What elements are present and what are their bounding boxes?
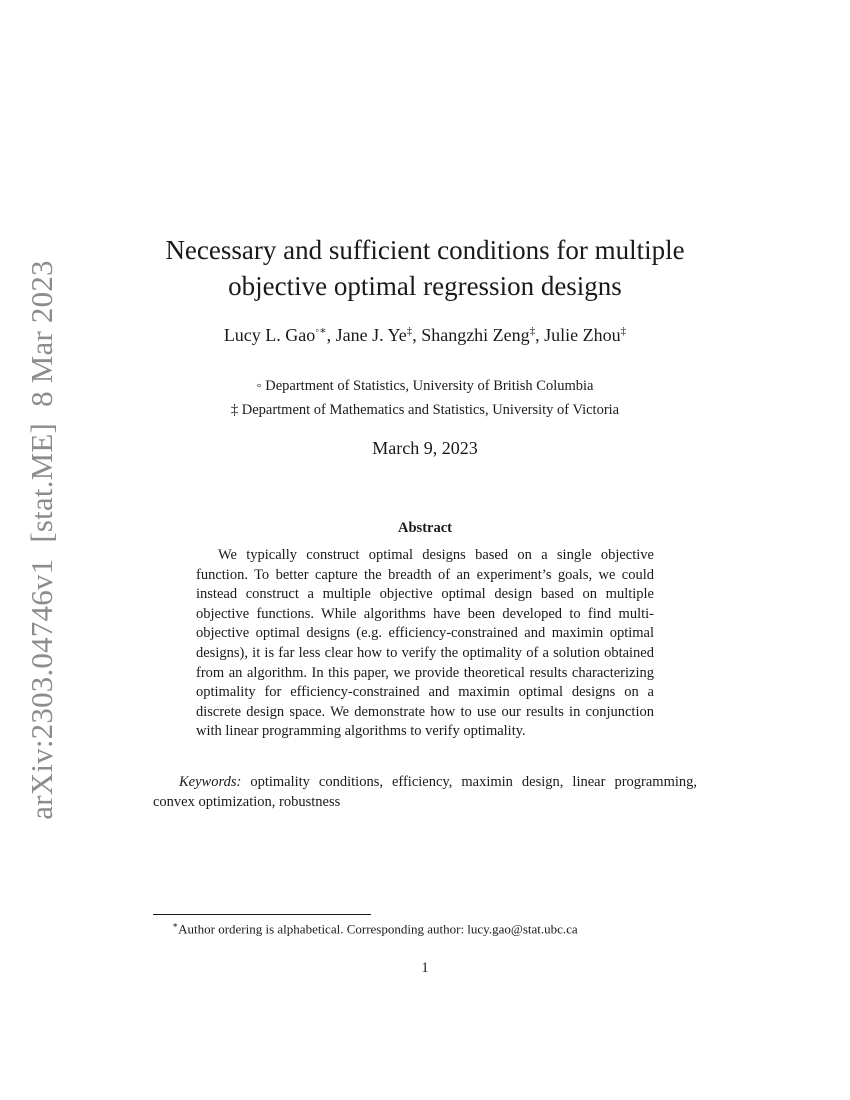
paper-date: March 9, 2023 bbox=[372, 438, 478, 458]
paper-title bbox=[100, 232, 750, 304]
keywords-label: Keywords: bbox=[179, 774, 242, 790]
author-mark: ‡ bbox=[529, 325, 536, 337]
title-line-2: objective optimal regression designs bbox=[228, 271, 622, 301]
author-name: Jane J. Ye bbox=[335, 325, 407, 345]
author-name: Shangzhi Zeng bbox=[421, 325, 530, 345]
footnote-mark: ∗ bbox=[172, 920, 179, 930]
arxiv-date: 8 Mar 2023 bbox=[24, 260, 59, 407]
abstract-text: We typically construct optimal designs based on a single objective function. To better capture the breadth of an experiment’s goals, we could instead construct a multiple objective optimal design based on multiple objective functions. While algorithms have been developed to find multi-objective optimal designs (e.g. efficiency-constrained and maximin optimal designs), it is far less clear how to verify the optimality of a solution obtained from an algorithm. In this paper, we provide theoretical results characterizing optimality for efficiency-constrained and maximin optimal designs on a discrete design space. We demonstrate how to use our results in conjunction with linear programming algorithms to verify optimality. bbox=[196, 547, 654, 740]
author-mark: ◦∗ bbox=[315, 325, 327, 337]
footnote-rule bbox=[153, 914, 371, 915]
author-name: Julie Zhou bbox=[544, 325, 621, 345]
arxiv-category: [stat.ME] bbox=[24, 422, 59, 543]
author-mark: ‡ bbox=[406, 325, 413, 337]
affiliation-symbol: ◦ bbox=[256, 378, 262, 394]
page-number: 1 bbox=[421, 960, 429, 976]
arxiv-stamp bbox=[24, 260, 60, 819]
affiliation-uvic bbox=[100, 402, 750, 419]
arxiv-id: arXiv:2303.04746v1 bbox=[24, 558, 59, 820]
author-mark: ‡ bbox=[620, 325, 627, 337]
affiliation-symbol: ‡ bbox=[230, 402, 239, 418]
affiliation-text: Department of Statistics, University of British Columbia bbox=[265, 378, 594, 394]
keywords-text: optimality conditions, efficiency, maximin design, linear programming, convex optimization, robustness bbox=[153, 774, 697, 810]
author-list: Lucy L. Gao◦∗, Jane J. Ye‡, Shangzhi Zeng‡, Julie Zhou‡ bbox=[223, 325, 627, 345]
keywords bbox=[153, 772, 697, 812]
affiliation-text: Department of Mathematics and Statistics, University of Victoria bbox=[241, 402, 620, 418]
title-line-1: Necessary and sufficient conditions for multiple bbox=[165, 235, 685, 265]
footnote bbox=[172, 920, 578, 937]
abstract-heading: Abstract bbox=[398, 520, 452, 536]
affiliation-ubc bbox=[100, 378, 750, 395]
footnote-text: Author ordering is alphabetical. Corresponding author: lucy.gao@stat.ubc.ca bbox=[178, 921, 578, 937]
author-name: Lucy L. Gao bbox=[223, 325, 316, 345]
